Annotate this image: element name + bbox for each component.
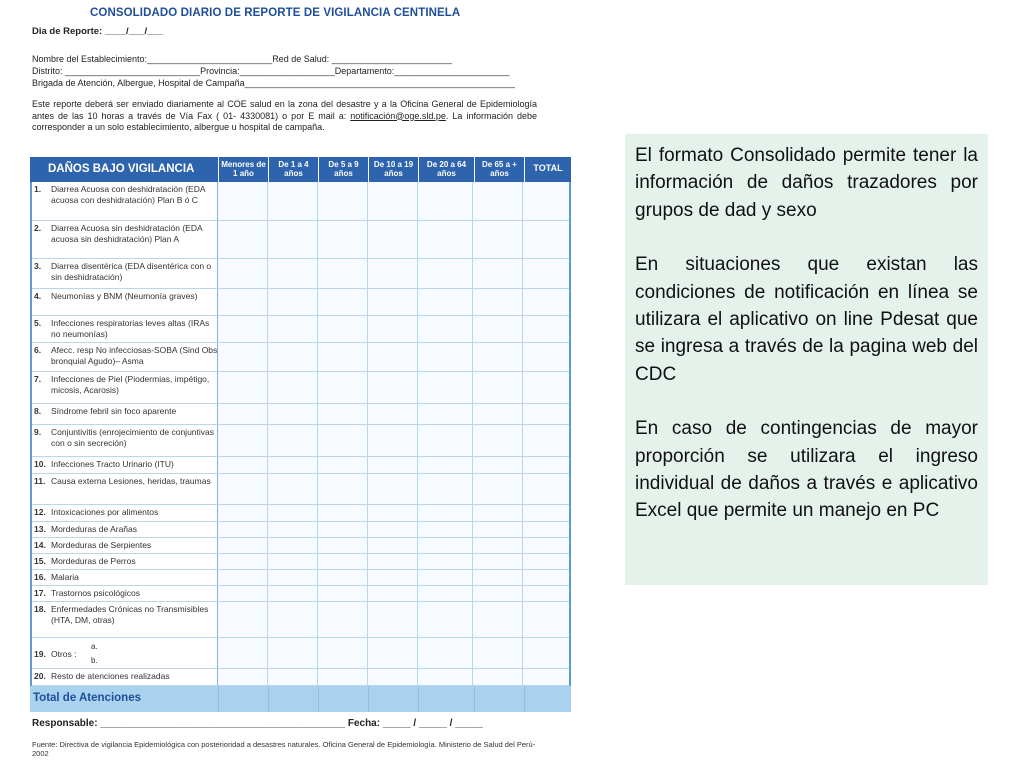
table-cell [218, 586, 268, 601]
table-row [32, 404, 569, 425]
table-cell [218, 343, 268, 371]
table-row [32, 289, 569, 316]
row-number: 19. [34, 648, 46, 659]
notice-email-link: notificación@oge.sld.pe [350, 110, 446, 121]
table-cell [268, 404, 318, 424]
table-cell [368, 425, 418, 456]
table-cell [418, 372, 474, 403]
table-cell [523, 538, 569, 553]
row-label [32, 457, 218, 473]
table-cell [218, 259, 268, 288]
table-row [32, 554, 569, 570]
table-cell [368, 522, 418, 537]
table-cell [318, 522, 368, 537]
table-cell [418, 404, 474, 424]
table-row [32, 425, 569, 457]
table-cell [418, 425, 474, 456]
table-cell [218, 221, 268, 258]
table-cell [523, 505, 569, 521]
table-cell [418, 505, 474, 521]
table-cell [523, 372, 569, 403]
table-cell [523, 425, 569, 456]
row-sub-item: b. [91, 656, 98, 665]
row-number: 10. [34, 459, 46, 469]
row-number: 20. [34, 671, 46, 681]
row-sub-item: a. [91, 641, 98, 651]
table-cell [268, 522, 318, 537]
notice-text-1: Este reporte deberá ser enviado diariamente al COE salud en la zona del desastre y a la Oficina General de Epidemiología antes de las 10 horas a través de Vía Fax ( 01- 4330081) o por E mail a: [32, 99, 537, 121]
table-cell [473, 602, 523, 637]
table-cell [268, 474, 318, 504]
row-text: Resto de atenciones realizadas [51, 671, 170, 681]
table-cell [218, 425, 268, 456]
surveillance-table [30, 157, 571, 712]
table-cell [268, 538, 318, 553]
row-label [32, 669, 218, 685]
col-header: De 1 a 4 años [269, 157, 319, 182]
table-cell [268, 221, 318, 258]
row-number: 1. [34, 184, 42, 194]
table-cell [218, 522, 268, 537]
row-label [32, 372, 218, 403]
row-text: Trastornos psicológicos [51, 588, 140, 598]
table-cell [268, 570, 318, 585]
table-cell [418, 522, 474, 537]
table-cell [268, 586, 318, 601]
table-row [32, 372, 569, 404]
report-form [30, 0, 575, 768]
table-cell [318, 457, 368, 473]
table-cell [523, 669, 569, 685]
table-cell [218, 570, 268, 585]
table-row [32, 505, 569, 522]
note-paragraph: En caso de contingencias de mayor proporción se utilizara el ingreso individual de daños a través e aplicativo Excel que permite un manejo en PC [635, 418, 978, 522]
table-cell [473, 669, 523, 685]
table-cell [318, 316, 368, 342]
row-text: Conjuntivitis (enrojecimiento de conjuntivas con o sin secreción) [51, 427, 214, 448]
table-cell [218, 316, 268, 342]
table-cell [418, 221, 474, 258]
table-cell [418, 570, 474, 585]
table-cell [473, 343, 523, 371]
table-cell [523, 316, 569, 342]
responsable-line: Responsable: ____________________________________________ Fecha: _____ / _____ / _____ [32, 718, 483, 729]
col-header-total: TOTAL [533, 163, 563, 173]
table-cell [418, 343, 474, 371]
table-cell [218, 638, 268, 668]
table-cell [523, 586, 569, 601]
table-cell [368, 182, 418, 220]
row-label [32, 289, 218, 315]
table-cell [418, 538, 474, 553]
row-number: 17. [34, 588, 46, 598]
row-text: Malaria [51, 572, 79, 582]
table-cell [368, 538, 418, 553]
table-cell [218, 538, 268, 553]
table-cell [368, 586, 418, 601]
row-label [32, 425, 218, 456]
table-cell [473, 372, 523, 403]
row-text: Diarrea Acuosa sin deshidratación (EDA acuosa sin deshidratación) Plan A [51, 223, 203, 244]
row-label [32, 316, 218, 342]
table-cell [218, 372, 268, 403]
submission-notice [32, 99, 537, 134]
table-cell [418, 259, 474, 288]
table-cell [218, 457, 268, 473]
table-cell [368, 316, 418, 342]
table-cell [368, 570, 418, 585]
table-cell [523, 259, 569, 288]
table-cell [368, 457, 418, 473]
total-cell [525, 686, 571, 712]
row-label [32, 522, 218, 537]
row-label [32, 474, 218, 504]
table-cell [473, 474, 523, 504]
row-text: Diarrea disentérica (EDA disentérica con o sin deshidratación) [51, 261, 212, 282]
table-body [30, 182, 571, 686]
table-cell [523, 602, 569, 637]
note-box [625, 134, 988, 585]
table-cell [473, 505, 523, 521]
table-cell [473, 570, 523, 585]
table-cell [318, 404, 368, 424]
total-cell [419, 686, 475, 712]
table-cell [523, 638, 569, 668]
table-cell [318, 221, 368, 258]
row-text: Síndrome febril sin foco aparente [51, 406, 177, 416]
row-text: Intoxicaciones por alimentos [51, 507, 159, 517]
table-cell [418, 316, 474, 342]
table-row [32, 586, 569, 602]
table-cell [473, 538, 523, 553]
table-cell [418, 289, 474, 315]
table-cell [268, 425, 318, 456]
table-cell [473, 259, 523, 288]
table-cell [318, 505, 368, 521]
table-cell [218, 505, 268, 521]
table-cell [318, 182, 368, 220]
table-cell [523, 522, 569, 537]
table-cell [318, 343, 368, 371]
table-cell [268, 316, 318, 342]
row-number: 12. [34, 507, 46, 517]
table-row [32, 474, 569, 505]
row-text: Enfermedades Crónicas no Transmisibles (HTA, DM, otras) [51, 604, 209, 625]
total-label: Total de Atenciones [30, 686, 219, 712]
table-cell [318, 538, 368, 553]
table-header-main: DAÑOS BAJO VIGILANCIA [30, 157, 219, 182]
table-cell [368, 259, 418, 288]
row-text: Mordeduras de Serpientes [51, 540, 152, 550]
table-cell [368, 602, 418, 637]
table-cell [268, 457, 318, 473]
table-cell [368, 638, 418, 668]
note-paragraph: El formato Consolidado permite tener la información de daños trazadores por grupos de dad y sexo [635, 145, 978, 221]
table-cell [523, 474, 569, 504]
table-cell [368, 669, 418, 685]
table-row [32, 538, 569, 554]
row-text: Neumonías y BNM (Neumonía graves) [51, 291, 198, 301]
row-label [32, 221, 218, 258]
table-cell [318, 372, 368, 403]
row-number: 15. [34, 556, 46, 566]
row-number: 2. [34, 223, 42, 233]
row-label [32, 570, 218, 585]
table-cell [318, 586, 368, 601]
table-cell [268, 343, 318, 371]
table-cell [523, 457, 569, 473]
row-number: 4. [34, 291, 42, 301]
row-number: 7. [34, 374, 42, 384]
table-header-row [30, 157, 571, 182]
table-cell [418, 474, 474, 504]
table-cell [523, 221, 569, 258]
table-cell [523, 554, 569, 569]
table-cell [318, 474, 368, 504]
source-citation: Fuente: Directiva de vigilancia Epidemiológica con posterioridad a desastres naturales. Oficina General de Epidemiología. Ministerio de Salud del Perú- 2002 [32, 740, 536, 758]
row-number: 11. [34, 476, 46, 486]
brigade-line: Brigada de Atención, Albergue, Hospital de Campaña______________________________________________________ [32, 78, 515, 88]
table-cell [218, 602, 268, 637]
table-cell [218, 554, 268, 569]
row-number: 5. [34, 318, 42, 328]
row-number: 14. [34, 540, 46, 550]
table-cell [218, 404, 268, 424]
total-cell [219, 686, 269, 712]
row-label [32, 554, 218, 569]
row-label [32, 586, 218, 601]
table-cell [473, 221, 523, 258]
row-number: 13. [34, 524, 46, 534]
table-cell [318, 570, 368, 585]
row-label [32, 259, 218, 288]
note-paragraph: En situaciones que existan las condiciones de notificación en línea se utilizara el aplicativo on line Pdesat que se ingresa a través de la pagina web del CDC [635, 254, 978, 385]
col-header: Menores de 1 año [219, 157, 269, 182]
row-number: 6. [34, 345, 42, 355]
row-text: Causa externa Lesiones, heridas, traumas [51, 476, 211, 486]
table-row [32, 259, 569, 289]
table-row [32, 221, 569, 259]
table-cell [473, 554, 523, 569]
table-cell [473, 182, 523, 220]
table-cell [473, 586, 523, 601]
row-number: 8. [34, 406, 42, 416]
table-cell [473, 638, 523, 668]
table-cell [418, 554, 474, 569]
table-row [32, 638, 569, 669]
table-cell [268, 289, 318, 315]
table-cell [368, 505, 418, 521]
row-text: Otros : [51, 648, 77, 659]
row-text: Infecciones Tracto Urinario (ITU) [51, 459, 174, 469]
col-header: De 20 a 64 años [419, 157, 475, 182]
table-cell [418, 669, 474, 685]
table-cell [473, 457, 523, 473]
table-cell [418, 602, 474, 637]
table-cell [268, 505, 318, 521]
table-total-row [30, 686, 571, 712]
row-number: 16. [34, 572, 46, 582]
table-cell [268, 602, 318, 637]
table-cell [218, 474, 268, 504]
table-cell [368, 554, 418, 569]
table-cell [473, 522, 523, 537]
table-cell [418, 182, 474, 220]
table-cell [268, 372, 318, 403]
row-text: Afecc. resp No infecciosas-SOBA (Sind Obs bronquial Agudo)– Asma [51, 345, 218, 366]
table-cell [368, 372, 418, 403]
col-header: De 10 a 19 años [369, 157, 419, 182]
table-cell [368, 221, 418, 258]
report-date-line: Dia de Reporte: ____/___/___ [32, 26, 163, 37]
total-cell [319, 686, 369, 712]
table-row [32, 522, 569, 538]
table-cell [523, 404, 569, 424]
total-cell [369, 686, 419, 712]
table-row [32, 669, 569, 686]
table-cell [268, 554, 318, 569]
table-cell [473, 316, 523, 342]
establishment-line: Nombre del Establecimiento:_________________________Red de Salud: ________________________ [32, 54, 452, 64]
row-label [32, 404, 218, 424]
table-row [32, 602, 569, 638]
table-cell [218, 289, 268, 315]
row-label [32, 602, 218, 637]
table-cell [473, 289, 523, 315]
row-number: 3. [34, 261, 42, 271]
table-cell [368, 474, 418, 504]
table-cell [218, 182, 268, 220]
table-cell [318, 425, 368, 456]
table-cell [318, 554, 368, 569]
table-cell [523, 289, 569, 315]
table-cell [418, 638, 474, 668]
table-cell [268, 259, 318, 288]
table-cell [268, 669, 318, 685]
table-cell [268, 638, 318, 668]
table-cell [318, 638, 368, 668]
table-row [32, 316, 569, 343]
row-text: Diarrea Acuosa con deshidratación (EDA acuosa con deshidratación) Plan B ó C [51, 184, 206, 205]
table-cell [318, 602, 368, 637]
col-header: De 65 a + años [475, 157, 525, 182]
table-cell [473, 425, 523, 456]
table-cell [368, 343, 418, 371]
row-text: Mordeduras de Arañas [51, 524, 137, 534]
table-cell [218, 669, 268, 685]
table-cell [368, 404, 418, 424]
table-cell [473, 404, 523, 424]
table-cell [268, 182, 318, 220]
row-text: Mordeduras de Perros [51, 556, 136, 566]
table-row [32, 457, 569, 474]
total-cell [269, 686, 319, 712]
row-label [32, 638, 218, 668]
table-cell [523, 570, 569, 585]
col-header: De 5 a 9 años [319, 157, 369, 182]
row-number: 18. [34, 604, 46, 614]
table-cell [318, 669, 368, 685]
table-cell [523, 343, 569, 371]
table-row [32, 570, 569, 586]
row-text: Infecciones de Piel (Piodermias, impétigo, micosis, Acarosis) [51, 374, 210, 395]
row-number: 9. [34, 427, 42, 437]
row-label [32, 182, 218, 220]
table-cell [368, 289, 418, 315]
notice-text-2: . La información debe corresponder a un solo establecimiento, albergue u hospital de campaña. [32, 110, 537, 132]
table-cell [418, 586, 474, 601]
district-line: Distrito: ___________________________Provincia:___________________Departamento:_______________________ [32, 66, 510, 76]
table-cell [318, 289, 368, 315]
row-label [32, 505, 218, 521]
table-cell [318, 259, 368, 288]
table-row [32, 182, 569, 221]
table-row [32, 343, 569, 372]
table-cell [418, 457, 474, 473]
row-label [32, 538, 218, 553]
total-cell [475, 686, 525, 712]
row-text: Infecciones respiratorias leves altas (IRAs no neumonías) [51, 318, 210, 339]
row-label [32, 343, 218, 371]
form-title: CONSOLIDADO DIARIO DE REPORTE DE VIGILANCIA CENTINELA [90, 7, 461, 19]
table-cell [523, 182, 569, 220]
